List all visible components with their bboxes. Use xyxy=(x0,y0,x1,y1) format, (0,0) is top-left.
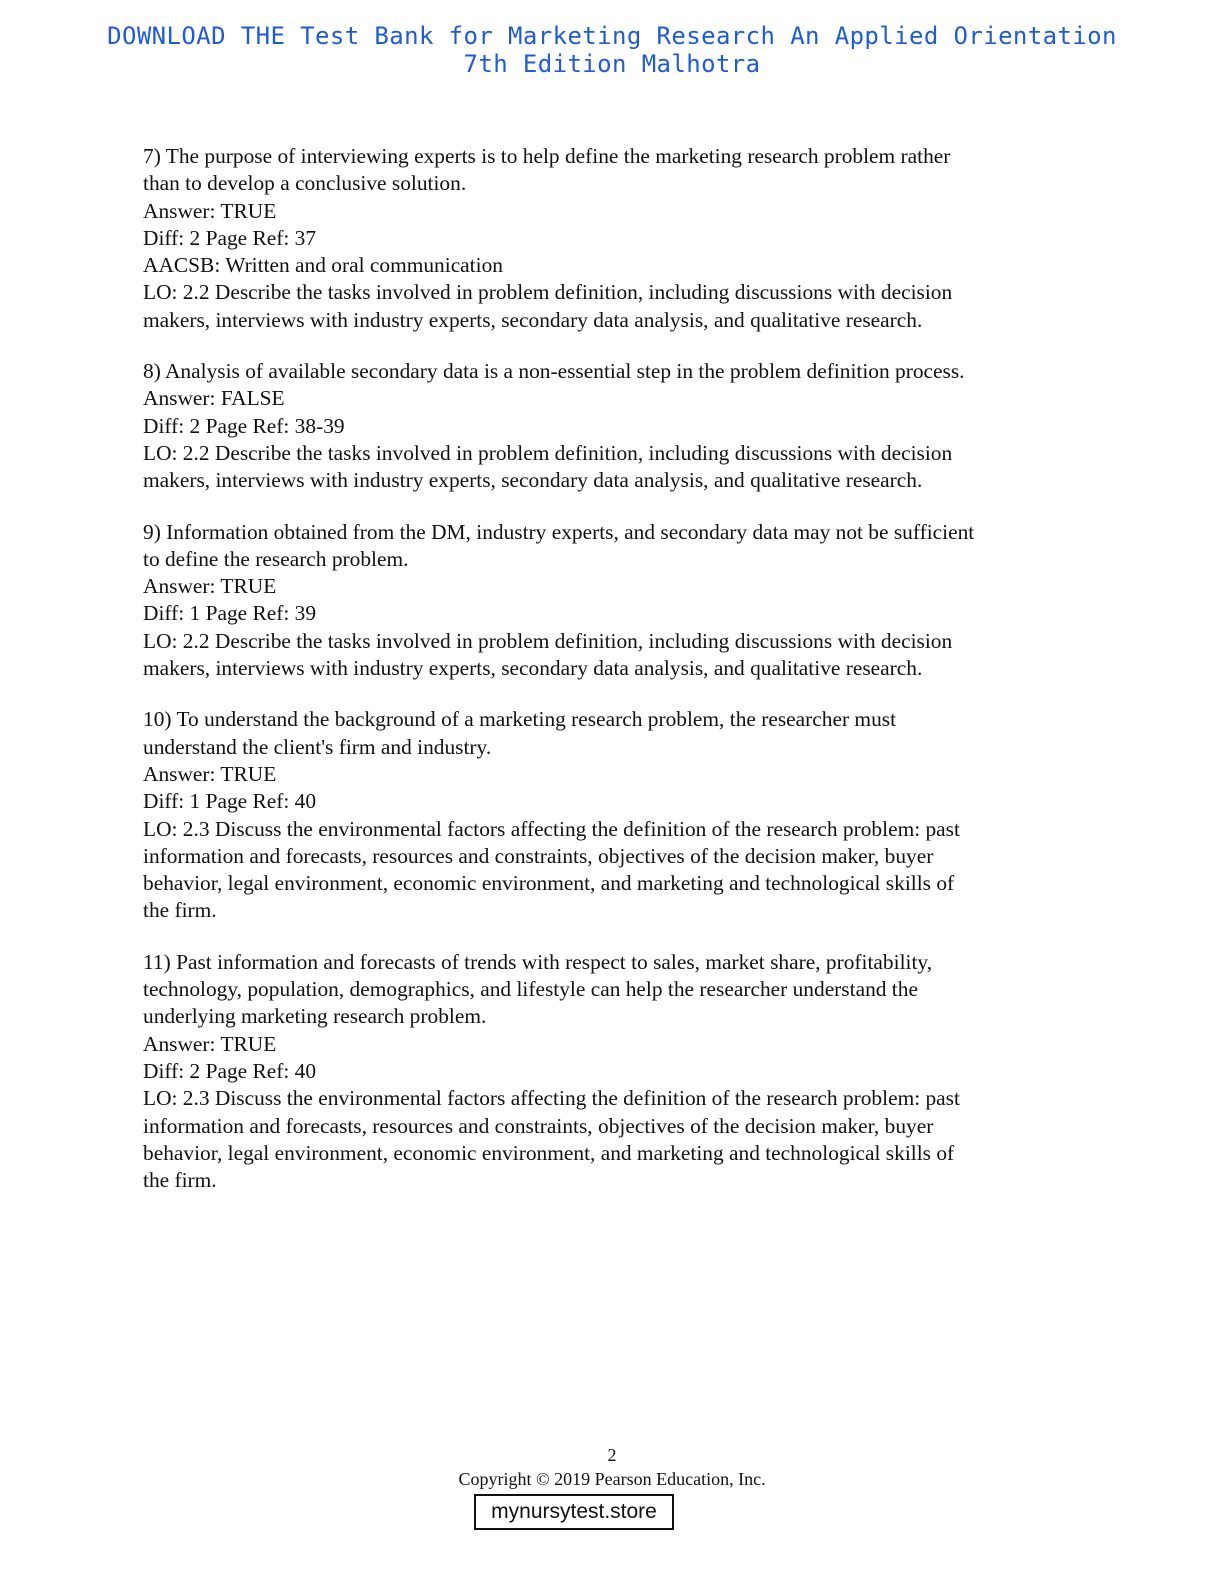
learning-objective-line: makers, interviews with industry experts, secondary data analysis, and qualitative research. xyxy=(143,307,923,332)
difficulty-line: Diff: 2 Page Ref: 40 xyxy=(143,1058,317,1083)
question-text: understand the client's firm and industry. xyxy=(143,734,492,759)
learning-objective-line: LO: 2.2 Describe the tasks involved in problem definition, including discussions with decision xyxy=(143,440,953,465)
question-7 xyxy=(143,143,1083,334)
page-number: 2 xyxy=(607,1445,617,1465)
learning-objective-line: information and forecasts, resources and constraints, objectives of the decision maker, buyer xyxy=(143,843,934,868)
learning-objective-line: LO: 2.3 Discuss the environmental factors affecting the definition of the research problem: past xyxy=(143,1086,960,1111)
learning-objective-line: behavior, legal environment, economic environment, and marketing and technological skills of xyxy=(143,871,955,896)
answer-line: Answer: TRUE xyxy=(143,761,277,786)
learning-objective-line: the firm. xyxy=(143,1168,217,1193)
aacsb-line: AACSB: Written and oral communication xyxy=(143,253,503,278)
learning-objective-line: makers, interviews with industry experts, secondary data analysis, and qualitative research. xyxy=(143,468,923,493)
download-banner[interactable] xyxy=(0,22,1224,78)
answer-line: Answer: TRUE xyxy=(143,1031,277,1056)
learning-objective-line: makers, interviews with industry experts, secondary data analysis, and qualitative research. xyxy=(143,656,923,681)
learning-objective-line: behavior, legal environment, economic environment, and marketing and technological skills of xyxy=(143,1140,955,1165)
answer-line: Answer: TRUE xyxy=(143,574,277,599)
question-text: 7) The purpose of interviewing experts is to help define the marketing research problem rather xyxy=(143,144,951,168)
question-text: than to develop a conclusive solution. xyxy=(143,171,467,196)
learning-objective-line: LO: 2.2 Describe the tasks involved in problem definition, including discussions with decision xyxy=(143,628,953,653)
watermark-stamp[interactable]: mynursytest.store xyxy=(474,1494,674,1530)
question-text: technology, population, demographics, and lifestyle can help the researcher understand the xyxy=(143,977,918,1002)
answer-line: Answer: TRUE xyxy=(143,198,277,223)
question-text: 11) Past information and forecasts of trends with respect to sales, market share, profitability, xyxy=(143,949,933,974)
difficulty-line: Diff: 1 Page Ref: 39 xyxy=(143,601,317,626)
copyright-notice: Copyright © 2019 Pearson Education, Inc. xyxy=(458,1469,766,1489)
difficulty-line: Diff: 1 Page Ref: 40 xyxy=(143,789,317,814)
banner-line-2[interactable]: 7th Edition Malhotra xyxy=(463,50,761,78)
question-text: underlying marketing research problem. xyxy=(143,1004,487,1029)
difficulty-line: Diff: 2 Page Ref: 37 xyxy=(143,225,317,250)
learning-objective-line: LO: 2.2 Describe the tasks involved in problem definition, including discussions with decision xyxy=(143,280,953,305)
question-list xyxy=(143,143,1083,1218)
page-footer xyxy=(0,1443,1224,1491)
banner-line-1[interactable]: DOWNLOAD THE Test Bank for Marketing Research An Applied Orientation xyxy=(107,22,1117,50)
answer-line: Answer: FALSE xyxy=(143,386,285,411)
learning-objective-line: information and forecasts, resources and constraints, objectives of the decision maker, buyer xyxy=(143,1113,934,1138)
question-text: to define the research problem. xyxy=(143,546,409,571)
question-text: 8) Analysis of available secondary data is a non-essential step in the problem definition process. xyxy=(143,359,965,384)
learning-objective-line: the firm. xyxy=(143,898,217,923)
question-8 xyxy=(143,358,1083,494)
question-11 xyxy=(143,949,1083,1195)
question-text: 10) To understand the background of a marketing research problem, the researcher must xyxy=(143,707,897,732)
question-text: 9) Information obtained from the DM, industry experts, and secondary data may not be sufficient xyxy=(143,519,975,544)
question-9 xyxy=(143,519,1083,683)
difficulty-line: Diff: 2 Page Ref: 38-39 xyxy=(143,413,345,438)
learning-objective-line: LO: 2.3 Discuss the environmental factors affecting the definition of the research problem: past xyxy=(143,816,960,841)
question-10 xyxy=(143,706,1083,924)
